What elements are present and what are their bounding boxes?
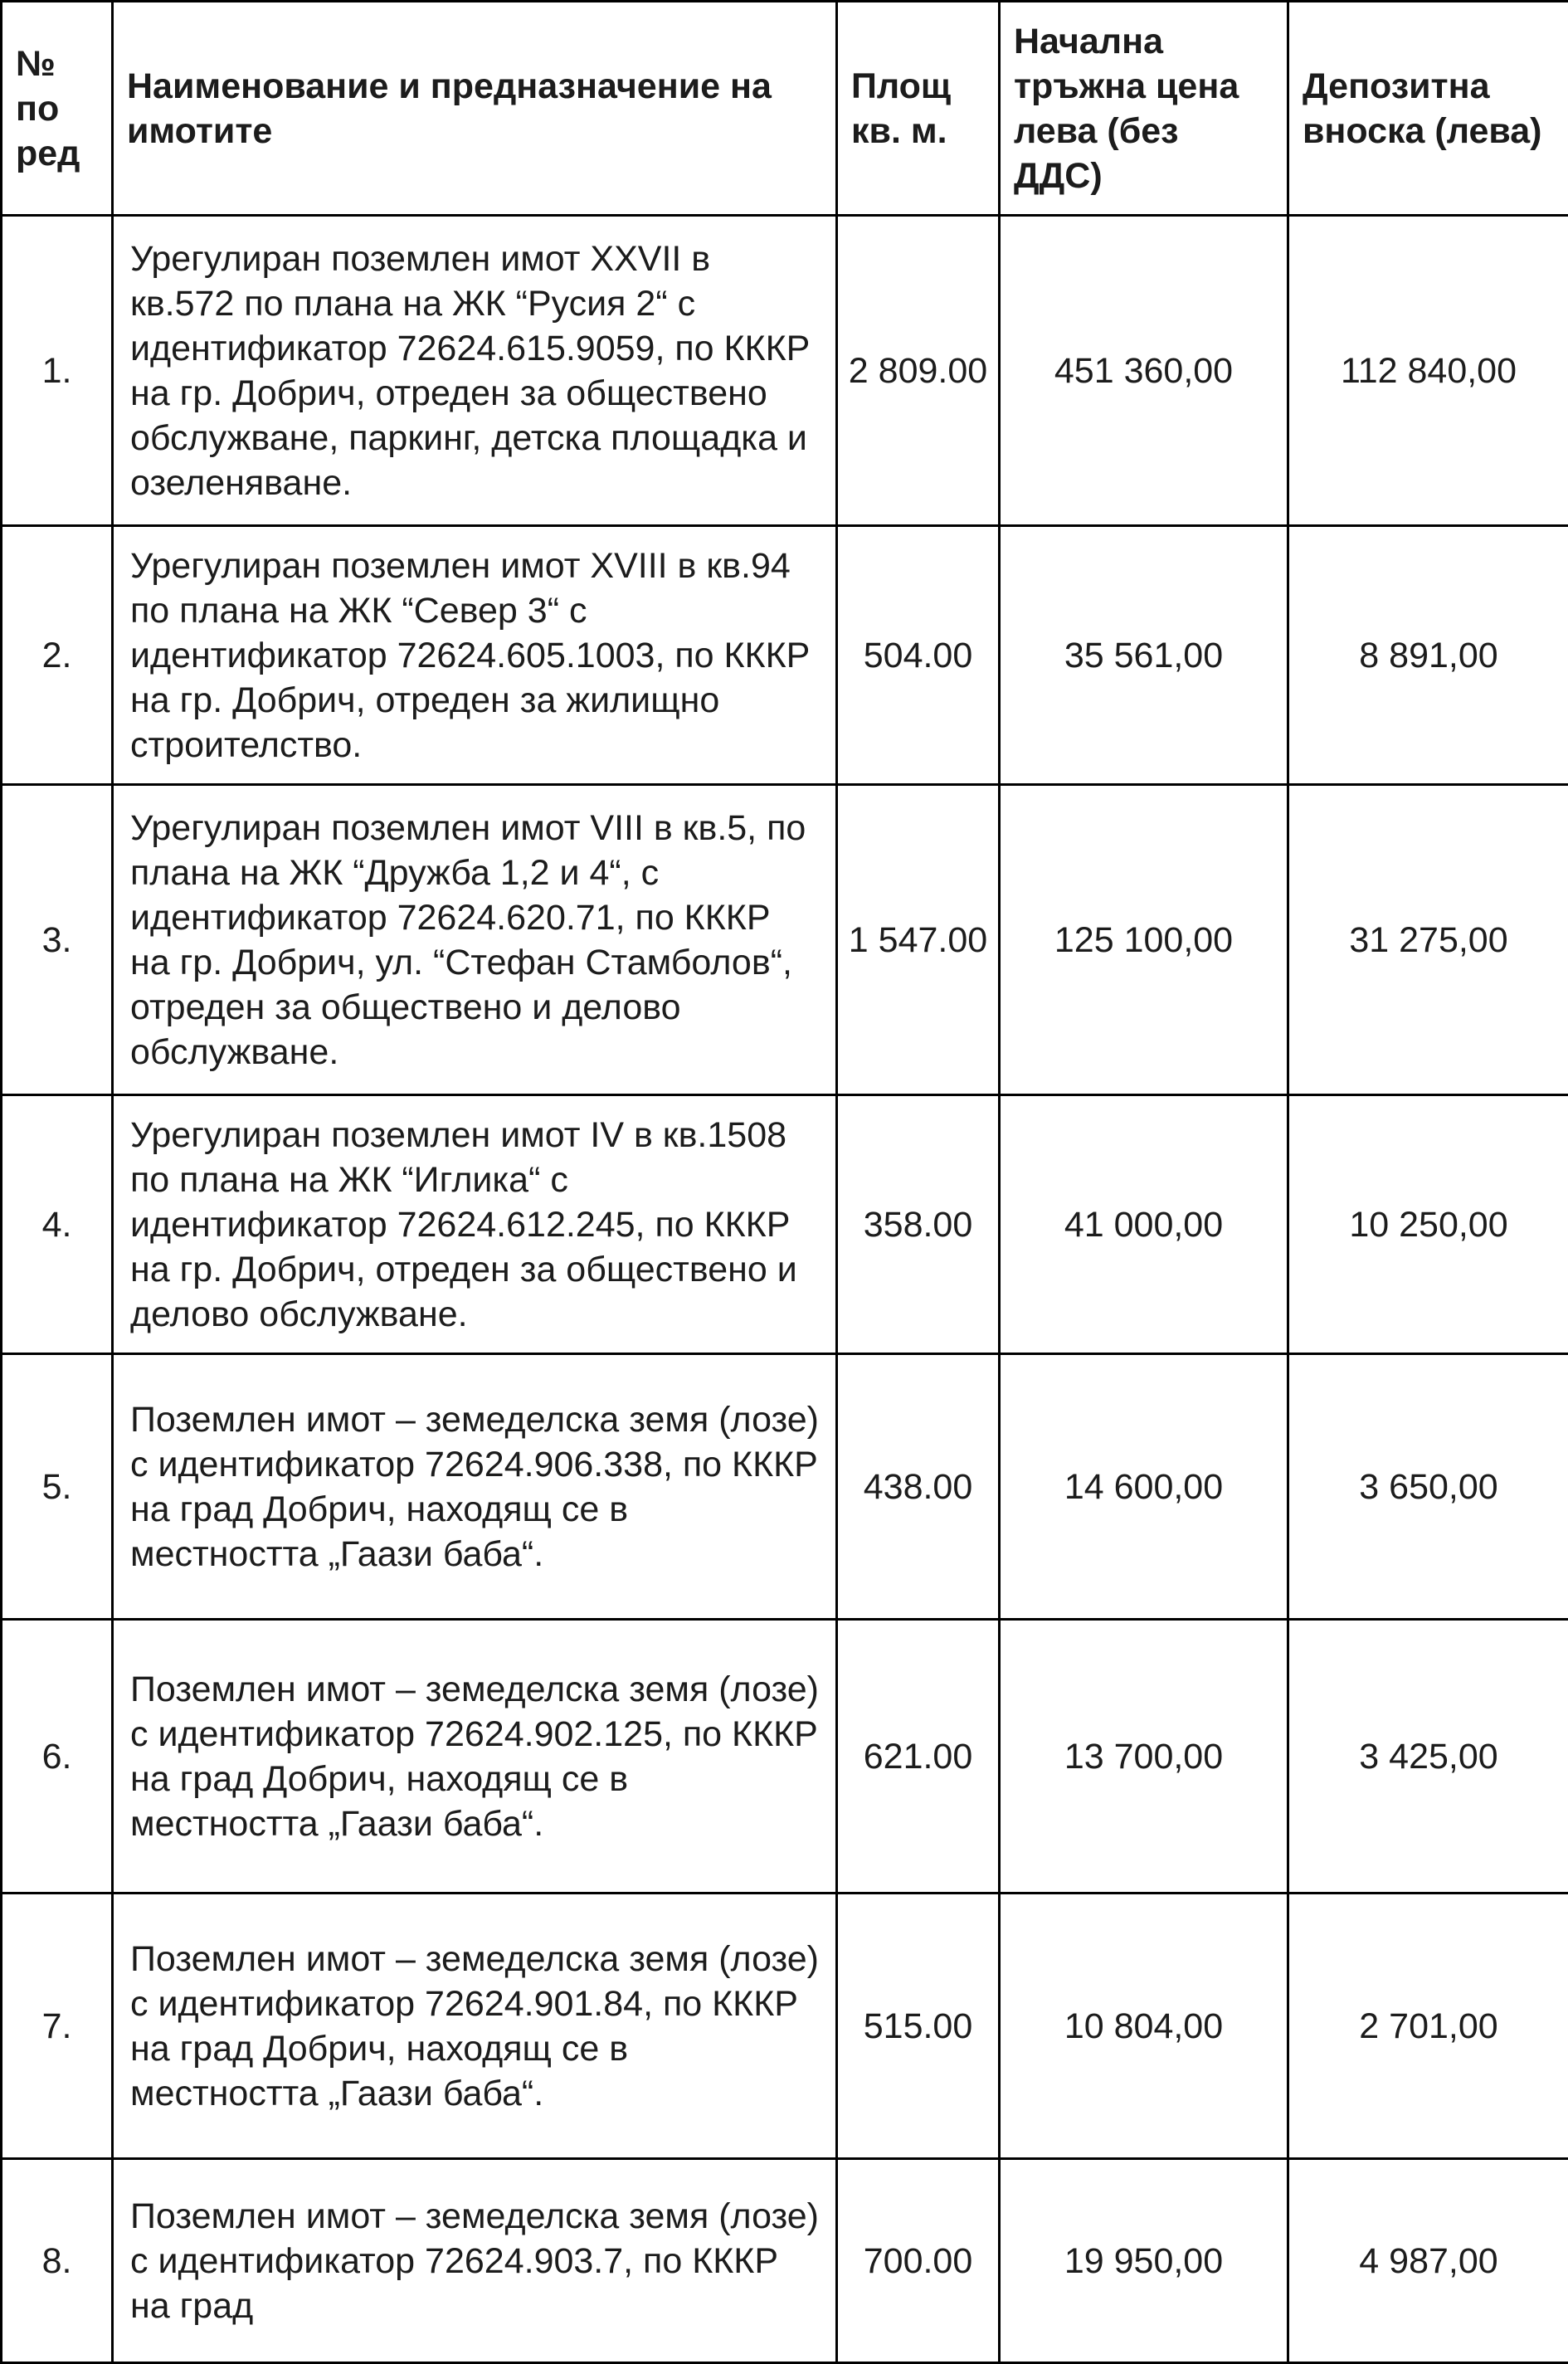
row-7-area: 515.00 <box>837 1894 1000 2159</box>
row-2-number: 2. <box>2 526 113 785</box>
row-3-price: 125 100,00 <box>1000 785 1288 1095</box>
row-2-deposit: 8 891,00 <box>1288 526 1568 785</box>
header-row <box>2 2 1568 216</box>
row-7-number: 7. <box>2 1894 113 2159</box>
row-4-area: 358.00 <box>837 1095 1000 1354</box>
row-5-description: Поземлен имот – земеделска земя (лозе) с идентификатор 72624.906.338, по КККР на град Добрич, находящ се в местността „Гаази баба“. <box>113 1354 837 1620</box>
row-3-description: Урегулиран поземлен имот VIII в кв.5, по плана на ЖК “Дружба 1,2 и 4“, с идентификатор 72624.620.71, по КККР на гр. Добрич, ул. “Стефан Стамболов“, отреден за обществено и делово обслужване. <box>113 785 837 1095</box>
table-row <box>2 2159 1568 2363</box>
row-1-deposit: 112 840,00 <box>1288 216 1568 526</box>
row-6-deposit: 3 425,00 <box>1288 1620 1568 1894</box>
row-8-area: 700.00 <box>837 2159 1000 2363</box>
row-6-number: 6. <box>2 1620 113 1894</box>
header-deposit: Депозитна вноска (лева) <box>1288 2 1568 216</box>
row-8-number: 8. <box>2 2159 113 2363</box>
header-row-number: № по ред <box>2 2 113 216</box>
row-6-description: Поземлен имот – земеделска земя (лозе) с идентификатор 72624.902.125, по КККР на град Добрич, находящ се в местността „Гаази баба“. <box>113 1620 837 1894</box>
row-5-area: 438.00 <box>837 1354 1000 1620</box>
row-7-deposit: 2 701,00 <box>1288 1894 1568 2159</box>
table-row <box>2 1620 1568 1894</box>
row-1-area: 2 809.00 <box>837 216 1000 526</box>
row-6-price: 13 700,00 <box>1000 1620 1288 1894</box>
row-8-description: Поземлен имот – земеделска земя (лозе) с идентификатор 72624.903.7, по КККР на град <box>113 2159 837 2363</box>
row-7-description: Поземлен имот – земеделска земя (лозе) с идентификатор 72624.901.84, по КККР на град Добрич, находящ се в местността „Гаази баба“. <box>113 1894 837 2159</box>
row-4-price: 41 000,00 <box>1000 1095 1288 1354</box>
row-1-number: 1. <box>2 216 113 526</box>
row-2-price: 35 561,00 <box>1000 526 1288 785</box>
header-area: Площ кв. м. <box>837 2 1000 216</box>
row-6-area: 621.00 <box>837 1620 1000 1894</box>
row-8-deposit: 4 987,00 <box>1288 2159 1568 2363</box>
header-price: Начална тръжна цена лева (без ДДС) <box>1000 2 1288 216</box>
row-5-price: 14 600,00 <box>1000 1354 1288 1620</box>
row-8-price: 19 950,00 <box>1000 2159 1288 2363</box>
row-1-description: Урегулиран поземлен имот XXVII в кв.572 по плана на ЖК “Русия 2“ с идентификатор 72624.615.9059, по КККР на гр. Добрич, отреден за обществено обслужване, паркинг, детска площадка и озеленяване. <box>113 216 837 526</box>
row-2-description: Урегулиран поземлен имот XVIII в кв.94 по плана на ЖК “Север 3“ с идентификатор 72624.605.1003, по КККР на гр. Добрич, отреден за жилищно строителство. <box>113 526 837 785</box>
row-2-area: 504.00 <box>837 526 1000 785</box>
row-3-area: 1 547.00 <box>837 785 1000 1095</box>
table-row <box>2 1894 1568 2159</box>
table-row <box>2 1095 1568 1354</box>
header-name: Наименование и предназначение на имотите <box>113 2 837 216</box>
row-3-deposit: 31 275,00 <box>1288 785 1568 1095</box>
row-4-description: Урегулиран поземлен имот IV в кв.1508 по плана на ЖК “Иглика“ с идентификатор 72624.612.245, по КККР на гр. Добрич, отреден за обществено и делово обслужване. <box>113 1095 837 1354</box>
row-7-price: 10 804,00 <box>1000 1894 1288 2159</box>
table-row <box>2 526 1568 785</box>
row-4-number: 4. <box>2 1095 113 1354</box>
row-3-number: 3. <box>2 785 113 1095</box>
row-5-deposit: 3 650,00 <box>1288 1354 1568 1620</box>
table-row <box>2 1354 1568 1620</box>
row-1-price: 451 360,00 <box>1000 216 1288 526</box>
row-5-number: 5. <box>2 1354 113 1620</box>
row-4-deposit: 10 250,00 <box>1288 1095 1568 1354</box>
table-row <box>2 216 1568 526</box>
table-row <box>2 785 1568 1095</box>
